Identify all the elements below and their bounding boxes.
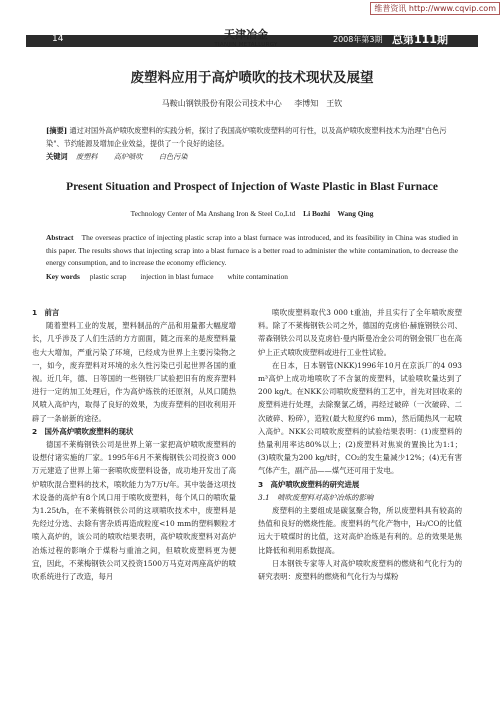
abstract-en [46, 232, 458, 270]
abstract-text-cn: 通过对国外高炉喷吹废塑料的实践分析，探讨了我国高炉喷吹废塑料的可行性，以及高炉喷吹废塑料技术为治理"白色污染"、节约能源及增加企业效益，提供了一个良好的途径。 [46, 126, 447, 148]
keywords-label-cn: 关键词 [46, 152, 68, 161]
keyword-cn: 高炉喷吹 [113, 152, 143, 161]
affiliation-text-en: Technology Center of Ma Anshang Iron & Steel Co,Ltd [130, 209, 296, 218]
affiliation-text-cn: 马鞍山钢铁股份有限公司技术中心 [161, 99, 282, 108]
abstract-cn [46, 125, 458, 150]
affiliation-cn [0, 98, 504, 109]
paragraph: 在日本，日本钢管(NKK)1996年10月在京浜厂的4 093 m³高炉上成功地喷吹了不含氯的废塑料，试验喷吹量达到了200 kg/t。在NKK公司喷吹废塑料的工艺中，首先对回收来的废塑料进行处理，去除聚氯乙烯，再经过破碎（一次破碎、二次破碎、粉碎），造粒(最大粒度约6 mm)，然后随热风一起喷入高炉。NKK公司喷吹废塑料的试验结果表明：(1)废塑料的热量利用率达80%以上；(2)废塑料对焦炭的置换比为1:1；(3)喷吹量为200 kg/t时，CO₂的发生量减少12%；(4)无有害气体产生，副产品——煤气还可用于发电。 [258, 360, 462, 476]
title-cn: 废塑料应用于高炉喷吹的技术现状及展望 [130, 70, 374, 86]
subsection-heading: 3.1 喷吹废塑料对高炉冶炼的影响 [258, 492, 374, 502]
keyword-cn: 白色污染 [158, 152, 188, 161]
section-heading: 2 国外高炉喷吹废塑料的现状 [32, 426, 134, 436]
body-column-left [32, 306, 236, 583]
section-heading: 1 前言 [32, 308, 60, 317]
paragraph: 随着塑料工业的发展，塑料制品的产品和用量都大幅度增长，几乎涉及了人们生活的方方面面，随之而来的是废塑料量也大大增加，严重污染了环境，已经成为世界上主要污染物之一，如今，废弃塑料对环境的永久性污染已引起世界各国的重视。近几年，德、日等国的一些钢铁厂试验把旧有的废弃塑料进行一定的加工处理后，作为高炉炼铁的还原剂，从风口随热风喷入高炉内，取得了良好的效果，为废弃塑料的回收利用开辟了一条崭新的途径。 [32, 321, 236, 423]
paragraph: 德国不莱梅钢铁公司是世界上第一家把高炉喷吹废塑料的设想付诸实施的厂家。1995年6月不莱梅钢铁公司投资3 000万元建造了世界上第一套喷吹废塑料设备，成功地开发出了高炉喷吹混合塑料的技术，喷吹能力为7万t/年。其中装备这项技术设备的高炉有8个风口用于喷吹废塑料，每个风口的喷吹量为1.25t/h，在不莱梅钢铁公司的这项喷吹技术中，废塑料是先经过分选、去除有害杂质再造成粒度<10 mm的塑料颗粒才喷入高炉的，该公司的喷吹结果表明，高炉喷吹废塑料对高炉冶炼过程的影响介于煤粉与重油之间，但喷吹废塑料更为便宜，因此，不莱梅钢铁公司又投资1500万马克对两座高炉的喷吹系统进行了改造，每月 [32, 440, 236, 582]
abstract-label-cn: [摘要] [46, 126, 68, 135]
affiliation-en [0, 208, 504, 219]
paragraph: 喷吹废塑料取代3 000 t重油，并且实行了全年喷吹废塑料。除了不莱梅钢铁公司之外，德国的克虏伯·赫施钢铁公司、蒂森钢铁公司以及克虏伯·曼内斯曼冶金公司的钢金银厂也在高炉上正式喷吹废塑料或进行工业性试验。 [258, 308, 462, 357]
page-header [0, 26, 504, 56]
page-number: 14 [52, 34, 64, 44]
issue-info: 2008年第3期 [333, 35, 383, 44]
keyword-en: white contamination [227, 272, 289, 281]
paragraph: 废塑料的主要组成是碳氢聚合物，所以废塑料具有较高的热值和良好的燃烧性能。废塑料的气化产物中，H₂/CO的比值远大于喷煤时的比值，这对高炉冶炼是有利的。总的效果是焦比降低和利用系数提高。 [258, 506, 462, 555]
abstract-label-en: Abstract [46, 233, 74, 242]
journal-name-en: TIANJIN METALLURGY [214, 42, 278, 48]
keyword-en: plastic scrap [89, 272, 127, 281]
abstract-text-en: The overseas practice of injecting plastic scrap into a blast furnace was introduced, and its feasibility in China was studied in this paper. The results shows that injecting scrap into a blast furnace is a better road to administer the white contamination, to decrease the energy consumption, and to increase the economy efficiency. [46, 233, 458, 267]
keywords-en [46, 272, 458, 281]
paragraph: 日本钢铁专家等人对高炉喷吹废塑料的燃烧和气化行为的研究表明：废塑料的燃烧和气化行为与煤粉 [258, 558, 462, 582]
body-column-right [258, 306, 462, 583]
section-heading: 3 高炉喷吹废塑料的研究进展 [258, 479, 360, 489]
authors-en: Li Bozhi Wang Qing [303, 209, 374, 218]
total-issue: 总第111期 [392, 33, 448, 46]
title-en: Present Situation and Prospect of Injection of Waste Plastic in Blast Furnace [66, 181, 438, 193]
keyword-cn: 废塑料 [75, 152, 98, 161]
keyword-en: injection in blast furnace [140, 272, 214, 281]
keywords-cn [46, 152, 458, 162]
journal-name-cn: 天津冶金 [224, 28, 268, 41]
authors-cn: 李博知 王钦 [294, 99, 343, 108]
watermark: 维普资讯 http://www.cqvip.com [370, 2, 500, 15]
journal-logo [196, 26, 296, 48]
keywords-label-en: Key words [46, 272, 80, 281]
